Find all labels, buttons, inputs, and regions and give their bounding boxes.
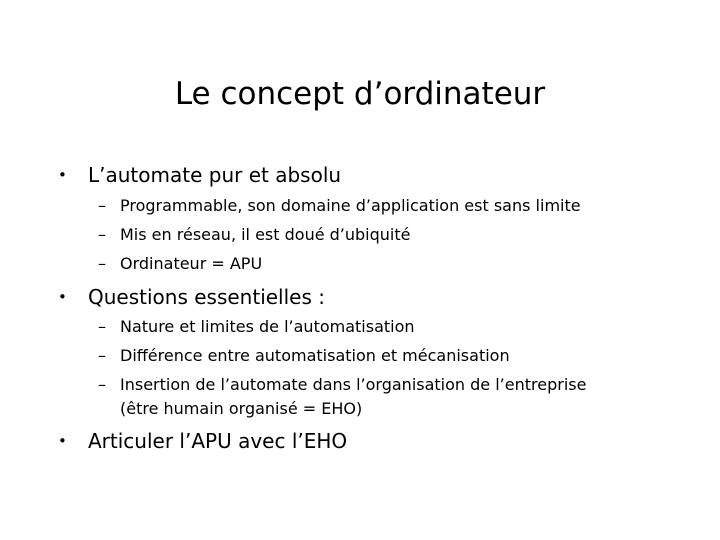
sub-bullet-text: Programmable, son domaine d’application est sans limite xyxy=(120,196,581,215)
dash-icon: – xyxy=(98,225,106,244)
dash-icon: – xyxy=(98,346,106,365)
slide-title: Le concept d’ordinateur xyxy=(174,76,546,112)
bullet-dot-icon: • xyxy=(58,432,67,450)
sub-bullet-text: Mis en réseau, il est doué d’ubiquité xyxy=(120,225,411,244)
bullet-text: Articuler l’APU avec l’EHO xyxy=(88,429,348,453)
bullet-text: L’automate pur et absolu xyxy=(88,163,342,187)
dash-icon: – xyxy=(98,196,106,215)
sub-bullet-text: (être humain organisé = EHO) xyxy=(120,399,363,418)
dash-icon: – xyxy=(98,254,106,273)
sub-bullet-text: Insertion de l’automate dans l’organisation de l’entreprise xyxy=(120,375,587,394)
sub-bullet-text: Ordinateur = APU xyxy=(120,254,263,273)
sub-bullet-text: Nature et limites de l’automatisation xyxy=(120,317,415,336)
bullet-text: Questions essentielles : xyxy=(88,285,325,309)
dash-icon: – xyxy=(98,317,106,336)
bullet-dot-icon: • xyxy=(58,166,67,184)
bullet-dot-icon: • xyxy=(58,288,67,306)
dash-icon: – xyxy=(98,375,106,394)
sub-bullet-text: Différence entre automatisation et mécanisation xyxy=(120,346,510,365)
